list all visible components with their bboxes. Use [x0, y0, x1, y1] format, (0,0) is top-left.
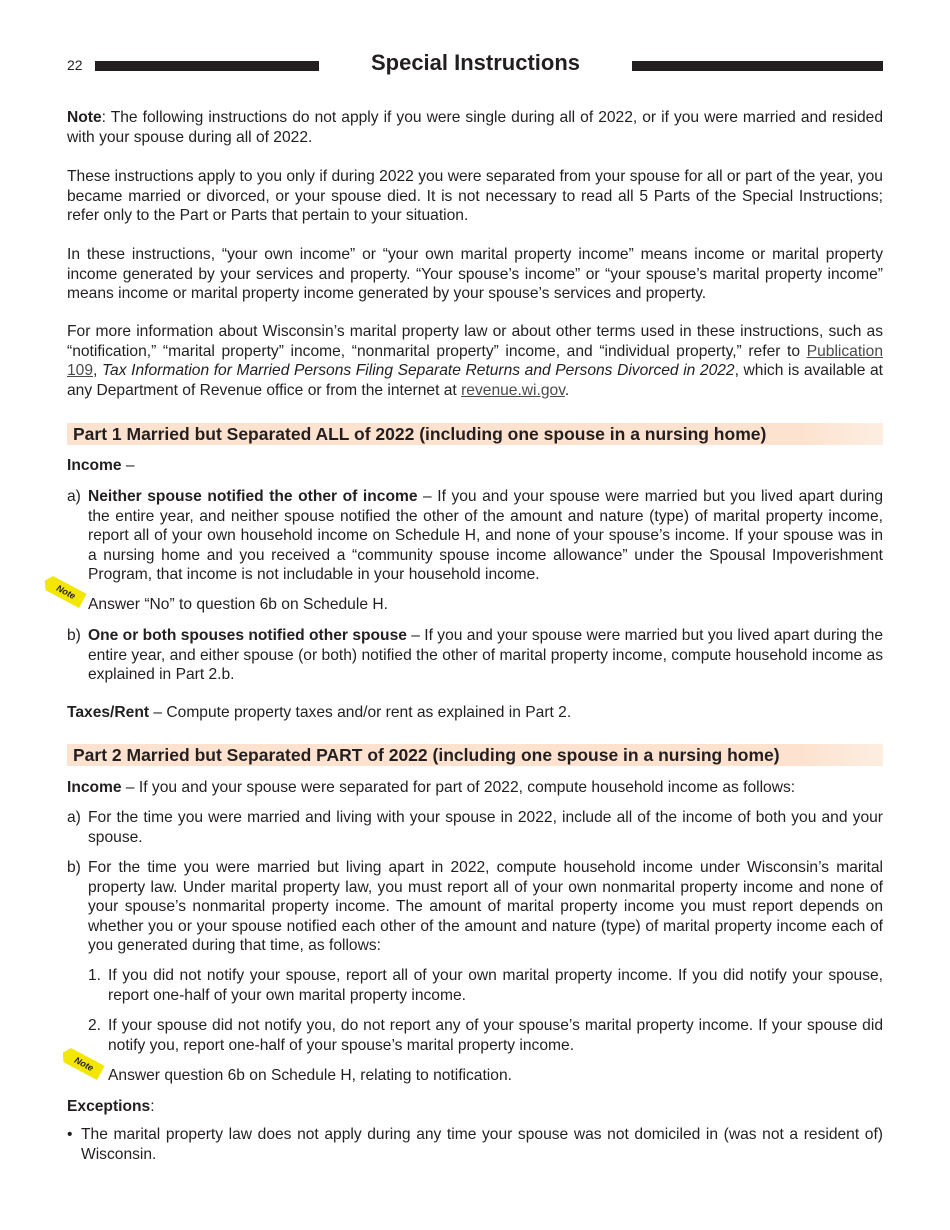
publication-title: Tax Information for Married Persons Filing Separate Returns and Persons Divorced in 2022: [101, 362, 735, 379]
intro-paragraph-4: [67, 322, 883, 400]
note-flag-icon: Note: [63, 1048, 104, 1080]
publication-109-link[interactable]: Publication 109: [67, 342, 883, 379]
part2-income-paragraph: [67, 778, 883, 798]
income-label: Income: [67, 457, 122, 474]
exceptions-colon: :: [150, 1098, 155, 1115]
heading-bar-fade: [803, 423, 883, 445]
part2-income-text: – If you and your spouse were separated for part of 2022, compute household income as follows:: [121, 779, 796, 796]
part2-exceptions-label: [67, 1097, 883, 1117]
part1-b-text: – If you and your spouse were married but you lived apart during the entire year, and either spouse (or both) notified the other of marital property income, compute household income as explained in Part 2.b.: [88, 627, 884, 683]
p4-text-b: ,: [93, 362, 102, 379]
page-title: Special Instructions: [370, 50, 581, 75]
p4-text-d: .: [564, 381, 570, 399]
part1-b-heading: One or both spouses notified other spouse: [88, 627, 407, 644]
part2-numbered-2-marker: 2.: [88, 1017, 102, 1034]
page-number: 22: [67, 57, 83, 73]
part2-numbered-1-marker: 1.: [88, 967, 102, 984]
revenue-website-link[interactable]: revenue.wi.gov: [461, 381, 565, 399]
intro-paragraph-2: These instructions apply to you only if during 2022 you were separated from your spouse for all or part of the year, you became married or divorced, or your spouse died. It is not necessary to read all 5 Parts of the Special Instructions; refer only to the Part or Parts that pertain to your situation.: [67, 168, 883, 224]
bullet-icon: •: [67, 1126, 73, 1143]
p4-text-c: , which is available at any Department of Revenue office or from the internet at: [67, 362, 883, 399]
part1-a-note: Answer “No” to question 6b on Schedule H.: [88, 596, 388, 613]
part1-a-text: – If you and your spouse were married but you lived apart during the entire year, and neither spouse notified the other of the amount and nature (type) of marital property income, report all of your own household income on Schedule H, and none of your spouse’s income. If your spouse was in a nursing home and you received a “community spouse income allowance” under the Spousal Impoverishment Program, that income is not includable in your household income.: [88, 488, 883, 583]
heading-bar-fade: [803, 744, 883, 766]
part1-item-a: [88, 487, 883, 585]
taxes-rent-text: – Compute property taxes and/or rent as explained in Part 2.: [149, 704, 572, 721]
part1-b-marker: b): [67, 627, 81, 644]
intro-note-paragraph: [67, 108, 883, 147]
part1-item-b: [88, 626, 883, 685]
part1-taxes-rent: [67, 703, 883, 723]
exceptions-label: Exceptions: [67, 1098, 151, 1115]
exceptions-bullet-item: The marital property law does not apply during any time your spouse was not domiciled in (was not a resident of) Wisconsin.: [81, 1126, 883, 1163]
part2-heading: Part 2 Married but Separated PART of 2022 (including one spouse in a nursing home): [73, 745, 780, 765]
part2-item-a: For the time you were married and living with your spouse in 2022, include all of the income of both you and your spouse.: [88, 809, 883, 846]
note-label: Note: [67, 109, 102, 126]
note-flag-icon: Note: [45, 576, 86, 608]
part1-a-heading: Neither spouse notified the other of income: [88, 488, 418, 505]
part1-heading-bar: [67, 423, 883, 445]
part1-heading: Part 1 Married but Separated ALL of 2022 (including one spouse in a nursing home): [73, 424, 767, 444]
part2-item-b: For the time you were married but living apart in 2022, compute household income under Wisconsin’s marital property law. Under marital property law, you must report all of your own nonmarital property income and none of your spouse’s nonmarital property income. The amount of marital property income you must report depends on whether you or your spouse notified each other of the amount and nature (type) of marital property income each of you generated during that time, as follows:: [88, 859, 883, 954]
p4-text-a: For more information about Wisconsin’s marital property law or about other terms used in these instructions, such as “notification,” “marital property” income, “nonmarital property” income, and “individual property,” refer to: [67, 323, 883, 360]
header-rule-left: [95, 61, 319, 71]
note-text: : The following instructions do not apply if you were single during all of 2022, or if you were married and resided with your spouse during all of 2022.: [67, 109, 883, 146]
part2-numbered-1: If you did not notify your spouse, report all of your own marital property income. If you did notify your spouse, report one-half of your own marital property income.: [108, 967, 883, 1004]
part2-a-marker: a): [67, 809, 81, 826]
part2-numbered-2: If your spouse did not notify you, do not report any of your spouse’s marital property income. If your spouse did notify you, report one-half of your spouse’s marital property income.: [108, 1017, 883, 1054]
part2-heading-bar: [67, 744, 883, 766]
income-dash: –: [121, 457, 135, 474]
part1-income-label: [67, 456, 883, 476]
part2-b-marker: b): [67, 859, 81, 876]
part1-a-marker: a): [67, 488, 81, 505]
part2-income-label: Income: [67, 779, 122, 796]
part2-note: Answer question 6b on Schedule H, relating to notification.: [108, 1067, 512, 1084]
taxes-rent-label: Taxes/Rent: [67, 704, 150, 721]
header-rule-right: [632, 61, 883, 71]
intro-paragraph-3: In these instructions, “your own income” or “your own marital property income” means income or marital property income generated by your services and property. “Your spouse’s income” or “your spouse’s marital property income” means income or marital property income generated by your spouse’s services and property.: [67, 246, 883, 302]
